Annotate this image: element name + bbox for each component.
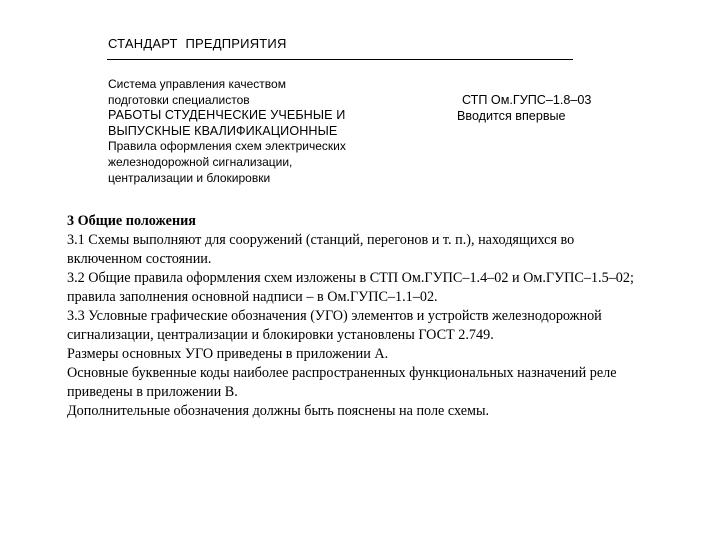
body-line: Основные буквенные коды наиболее распространенных функциональных назначений реле xyxy=(67,365,617,381)
subject-line: Правила оформления схем электрических xyxy=(108,139,346,154)
body-line: включенном состоянии. xyxy=(67,251,212,267)
body-line: Размеры основных УГО приведены в приложении А. xyxy=(67,346,389,362)
body-line: приведены в приложении В. xyxy=(67,384,238,400)
body-line: 3.2 Общие правила оформления схем изложены в СТП Ом.ГУПС–1.4–02 и Ом.ГУПС–1.5–02; xyxy=(67,270,634,286)
standard-header: СТАНДАРТ ПРЕДПРИЯТИЯ xyxy=(108,36,287,51)
section-body xyxy=(67,212,712,421)
subject-line: железнодорожной сигнализации, xyxy=(108,154,293,169)
body-line: сигнализации, централизации и блокировки установлены ГОСТ 2.749. xyxy=(67,327,494,343)
subject-line: ВЫПУСКНЫЕ КВАЛИФИКАЦИОННЫЕ xyxy=(108,123,338,138)
body-line: правила заполнения основной надписи – в Ом.ГУПС–1.1–02. xyxy=(67,289,438,305)
document-subject-block xyxy=(108,77,428,186)
body-line: Дополнительные обозначения должны быть пояснены на поле схемы. xyxy=(67,403,490,419)
section-heading: 3 Общие положения xyxy=(67,213,196,229)
subject-line: Система управления качеством xyxy=(108,77,286,91)
subject-line: подготовки специалистов xyxy=(108,92,250,107)
subject-line: централизации и блокировки xyxy=(108,170,271,185)
document-code-block xyxy=(457,92,591,124)
body-line: 3.1 Схемы выполняют для сооружений (станций, перегонов и т. п.), находящихся во xyxy=(67,232,575,248)
subject-line: РАБОТЫ СТУДЕНЧЕСКИЕ УЧЕБНЫЕ И xyxy=(108,108,346,123)
introduction-status: Вводится впервые xyxy=(457,109,566,123)
standard-code: СТП Ом.ГУПС–1.8–03 xyxy=(462,93,592,107)
body-line: 3.3 Условные графические обозначения (УГО) элементов и устройств железнодорожной xyxy=(67,308,602,324)
header-divider xyxy=(107,59,573,60)
